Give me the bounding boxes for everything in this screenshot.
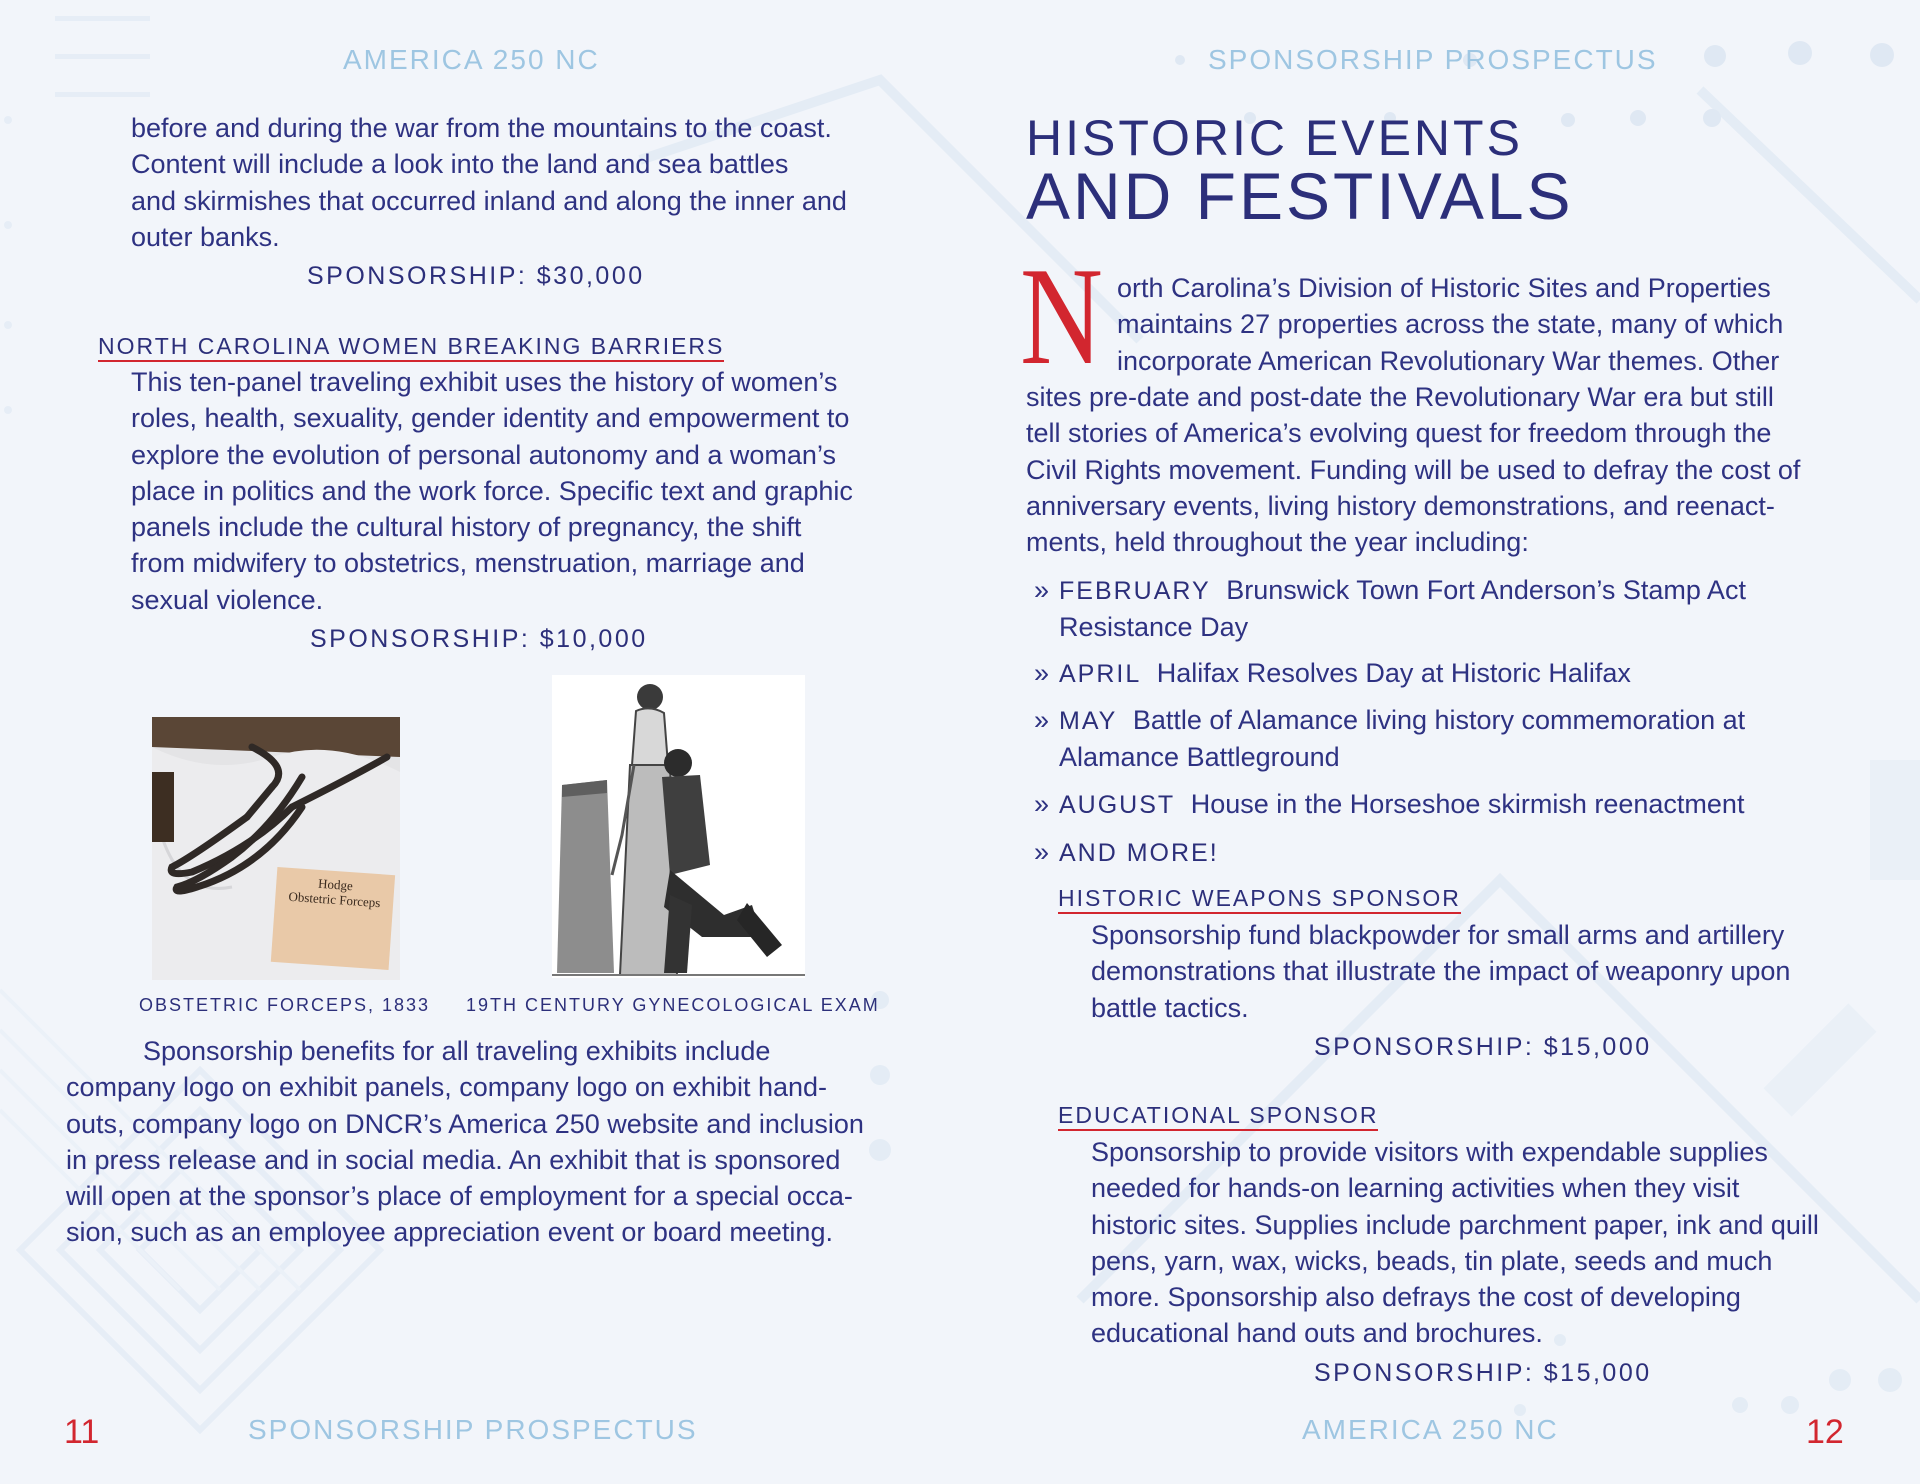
women-breaking-barriers-heading: NORTH CAROLINA WOMEN BREAKING BARRIERS [98, 333, 724, 362]
text-line: Content will include a look into the land and sea battles [131, 149, 789, 180]
historic-weapons-heading: HISTORIC WEAPONS SPONSOR [1058, 885, 1461, 914]
text-line: demonstrations that illustrate the impact of weaponry upon [1091, 956, 1791, 987]
event-description: Battle of Alamance living history commemoration at [1132, 705, 1746, 735]
drop-cap: N [1020, 239, 1103, 394]
text-line: will open at the sponsor’s place of employment for a special occa- [66, 1181, 853, 1212]
bullet-chevron-icon: » [1034, 575, 1050, 605]
text-line: This ten-panel traveling exhibit uses the history of women’s [131, 367, 838, 397]
text-line: pens, yarn, wax, wicks, beads, tin plate, seeds and much [1091, 1245, 1773, 1276]
text-line: outer banks. [131, 221, 280, 252]
educational-sponsor-paragraph [1091, 1134, 1901, 1352]
text-line: tell stories of America’s evolving quest for freedom through the [1026, 418, 1772, 449]
text-line: before and during the war from the mountains to the coast. [131, 113, 832, 143]
page-title-line1: HISTORIC EVENTS [1026, 110, 1523, 166]
sponsorship-amount-30000: SPONSORSHIP: $30,000 [307, 262, 645, 290]
text-line: in press release and in social media. An exhibit that is sponsored [66, 1144, 841, 1175]
event-item-april [1034, 655, 1794, 692]
text-line: panels include the cultural history of pregnancy, the shift [131, 512, 802, 543]
left-running-head: AMERICA 250 NC [343, 44, 600, 75]
text-line: battle tactics. [1091, 992, 1249, 1023]
event-description: House in the Horseshoe skirmish reenactment [1190, 789, 1745, 819]
sponsorship-amount-weapons: SPONSORSHIP: $15,000 [1314, 1033, 1652, 1061]
event-description: Brunswick Town Fort Anderson’s Stamp Act [1226, 575, 1746, 605]
bullet-chevron-icon: » [1034, 705, 1050, 735]
text-line: explore the evolution of personal autonomy and a woman’s [131, 439, 836, 470]
historic-sites-intro-paragraph [1026, 379, 1896, 560]
bullet-chevron-icon: » [1034, 837, 1050, 867]
text-line: more. Sponsorship also defrays the cost of developing [1091, 1282, 1741, 1313]
page-number-left: 11 [64, 1413, 100, 1451]
text-line: educational hand outs and brochures. [1091, 1318, 1543, 1349]
left-footer-title: SPONSORSHIP PROSPECTUS [248, 1414, 698, 1445]
page-title-line2: AND FESTIVALS [1026, 159, 1574, 233]
event-description: Halifax Resolves Day at Historic Halifax [1156, 658, 1631, 688]
event-item-and-more [1034, 834, 1794, 871]
sponsorship-amount-educational: SPONSORSHIP: $15,000 [1314, 1359, 1652, 1387]
event-description-cont: Resistance Day [1059, 612, 1249, 642]
right-footer-title: AMERICA 250 NC [1302, 1414, 1559, 1445]
gynecological-exam-engraving [552, 675, 805, 978]
forceps-label-title: Hodge [317, 875, 354, 894]
text-line: place in politics and the work force. Specific text and graphic [131, 475, 853, 506]
bullet-chevron-icon: » [1034, 658, 1050, 688]
text-line: Sponsorship to provide visitors with expendable supplies [1091, 1137, 1768, 1167]
women-exhibit-paragraph [131, 364, 911, 618]
educational-sponsor-heading: EDUCATIONAL SPONSOR [1058, 1102, 1378, 1131]
bullet-chevron-icon: » [1034, 789, 1050, 819]
page-number-right: 12 [1806, 1413, 1844, 1451]
text-line: company logo on exhibit panels, company logo on exhibit hand- [66, 1072, 827, 1103]
sponsorship-amount-10000: SPONSORSHIP: $10,000 [310, 625, 648, 653]
exhibit-benefits-paragraph [66, 1033, 916, 1251]
text-line: incorporate American Revolutionary War themes. Other [1117, 345, 1780, 376]
event-month: FEBRUARY [1059, 577, 1211, 605]
event-item-may [1034, 702, 1794, 775]
exhibit-intro-paragraph [131, 110, 911, 255]
text-line: sexual violence. [131, 584, 324, 615]
event-item-august [1034, 786, 1794, 823]
event-month: AUGUST [1059, 791, 1176, 819]
event-month: APRIL [1059, 660, 1142, 688]
text-line: ments, held throughout the year including: [1026, 527, 1529, 558]
historic-weapons-paragraph [1091, 917, 1891, 1026]
obstetric-forceps-photo [152, 717, 400, 980]
text-line: orth Carolina’s Division of Historic Sites and Properties [1117, 273, 1771, 303]
text-line: sites pre-date and post-date the Revolutionary War era but still [1026, 382, 1774, 412]
text-line: historic sites. Supplies include parchment paper, ink and quill [1091, 1209, 1819, 1240]
event-description-cont: Alamance Battleground [1059, 742, 1340, 772]
text-line: maintains 27 properties across the state, many of which [1117, 309, 1784, 340]
text-line: needed for hands-on learning activities when they visit [1091, 1173, 1740, 1204]
historic-sites-intro-indented [1117, 270, 1877, 379]
text-line: Sponsorship benefits for all traveling exhibits include [143, 1036, 771, 1066]
gynecological-exam-caption: 19TH CENTURY GYNECOLOGICAL EXAM [466, 995, 880, 1015]
forceps-caption: OBSTETRIC FORCEPS, 1833 [139, 995, 431, 1015]
event-month: MAY [1059, 707, 1118, 735]
event-item-february [1034, 572, 1794, 645]
text-line: from midwifery to obstetrics, menstruation, marriage and [131, 548, 805, 579]
forceps-label-subtitle: Obstetric Forceps [288, 888, 381, 911]
text-line: anniversary events, living history demonstrations, and reenact- [1026, 490, 1775, 521]
text-line: and skirmishes that occurred inland and along the inner and [131, 185, 847, 216]
text-line: sion, such as an employee appreciation event or board meeting. [66, 1217, 833, 1248]
text-line: Sponsorship fund blackpowder for small arms and artillery [1091, 920, 1785, 950]
text-line: outs, company logo on DNCR’s America 250 website and inclusion [66, 1108, 864, 1139]
right-running-head: SPONSORSHIP PROSPECTUS [1208, 44, 1658, 75]
forceps-illustration [152, 717, 400, 980]
text-line: Civil Rights movement. Funding will be used to defray the cost of [1026, 454, 1801, 485]
engraving-illustration [552, 675, 805, 978]
event-month: AND MORE! [1059, 839, 1219, 867]
text-line: roles, health, sexuality, gender identity and empowerment to [131, 403, 850, 434]
